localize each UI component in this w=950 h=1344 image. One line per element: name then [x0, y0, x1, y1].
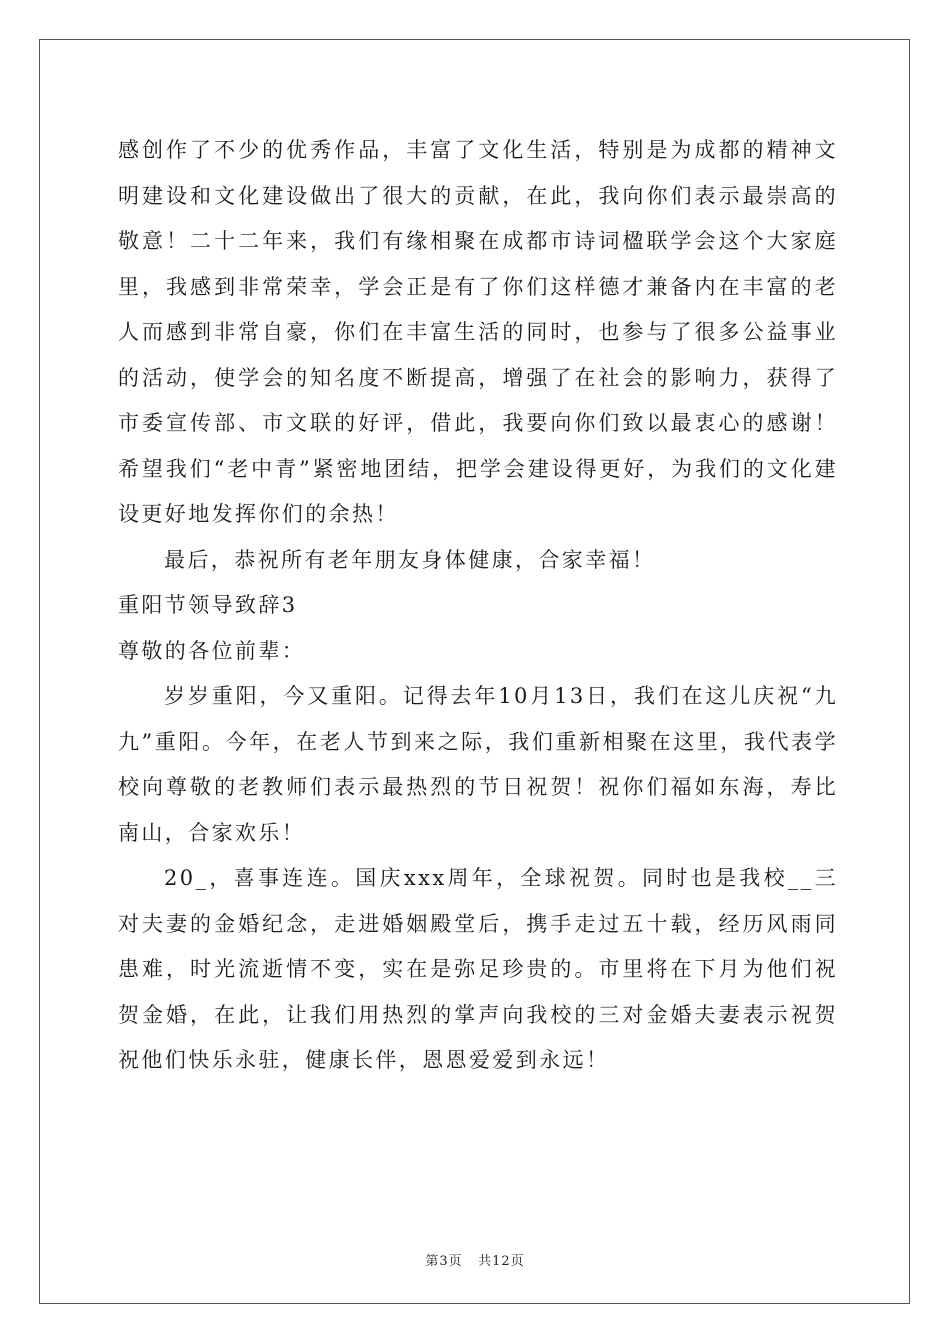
- paragraph: 岁岁重阳，今又重阳。记得去年10月13日，我们在这儿庆祝“九九”重阳。今年，在老人节到来之际，我们重新相聚在这里，我代表学校向尊敬的老教师们表示最热烈的节日祝贺！祝你们福如东海，寿比南山，合家欢乐！: [118, 684, 838, 845]
- paragraph: 最后，恭祝所有老年朋友身体健康，合家幸福！: [164, 547, 656, 572]
- page-total: 共12页: [478, 1254, 525, 1269]
- section-heading: 重阳节领导致辞3: [118, 593, 298, 617]
- page-footer: [0, 1250, 950, 1269]
- salutation: 尊敬的各位前辈：: [118, 638, 306, 663]
- paragraph: 感创作了不少的优秀作品，丰富了文化生活，特别是为成都的精神文明建设和文化建设做出了很大的贡献，在此，我向你们表示最崇高的敬意！二十二年来，我们有缘相聚在成都市诗词楹联学会这个大家庭里，我感到非常荣幸，学会正是有了你们这样德才兼备内在丰富的老人而感到非常自豪，你们在丰富生活的同时，也参与了很多公益事业的活动，使学会的知名度不断提高，增强了在社会的影响力，获得了市委宣传部、市文联的好评，借此，我要向你们致以最衷心的感谢！希望我们“老中青”紧密地团结，把学会建设得更好，为我们的文化建设更好地发挥你们的余热！: [118, 138, 838, 526]
- page-number: 第3页: [425, 1254, 463, 1269]
- document-body: [118, 128, 838, 1084]
- paragraph: 20_，喜事连连。国庆xxx周年，全球祝贺。同时也是我校__三对夫妻的金婚纪念，走进婚姻殿堂后，携手走过五十载，经历风雨同患难，时光流逝情不变，实在是弥足珍贵的。市里将在下月为他们祝贺金婚，在此，让我们用热烈的掌声向我校的三对金婚夫妻表示祝贺祝他们快乐永驻，健康长伴，恩恩爱爱到永远！: [118, 866, 838, 1072]
